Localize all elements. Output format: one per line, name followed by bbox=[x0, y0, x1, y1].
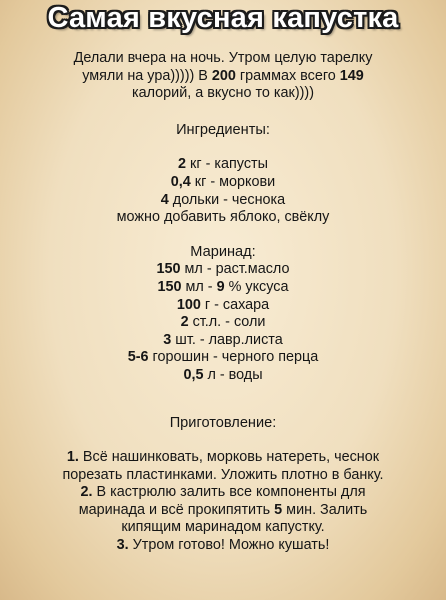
marinade-item bbox=[0, 367, 446, 385]
marinade-qty: 3 bbox=[163, 331, 172, 348]
intro-line-3: калорий, а вкусно то как)))) bbox=[131, 85, 315, 102]
marinade-qty: 2 bbox=[180, 314, 189, 331]
intro-text: умяли на ура))))) В bbox=[82, 67, 212, 84]
marinade-item bbox=[0, 314, 446, 332]
marinade-item bbox=[0, 279, 446, 297]
ingredient-item bbox=[0, 192, 446, 210]
step-text: Всё нашинковать, морковь натереть, чеснок bbox=[78, 449, 380, 466]
marinade-qty: 5-6 bbox=[127, 349, 149, 366]
marinade-list bbox=[0, 261, 446, 384]
step-number: 1. bbox=[66, 449, 79, 466]
step-text: кипящим маринадом капустку. bbox=[121, 519, 325, 536]
ingredient-qty: 2 bbox=[178, 156, 187, 173]
step-line bbox=[0, 519, 446, 537]
marinade-qty: 0,5 bbox=[183, 366, 204, 383]
marinade-text: мл - раст.масло bbox=[180, 261, 290, 278]
ingredient-item bbox=[0, 209, 446, 227]
ingredient-text: дольки - чеснока bbox=[168, 191, 286, 208]
ingredient-text: можно добавить яблоко, свёклу bbox=[116, 209, 330, 226]
step-text: маринада и всё прокипятить bbox=[78, 501, 275, 518]
ingredient-item bbox=[0, 174, 446, 192]
steps-heading: Приготовление: bbox=[169, 414, 277, 431]
marinade-text: шт. - лавр.листа bbox=[171, 331, 283, 348]
step-line bbox=[0, 449, 446, 467]
ingredient-item bbox=[0, 156, 446, 174]
marinade-text: л - воды bbox=[203, 366, 263, 383]
marinade-text: ст.л. - соли bbox=[188, 314, 266, 331]
marinade-qty: 100 bbox=[176, 296, 201, 313]
step-number: 3. bbox=[116, 537, 129, 554]
ingredients-heading: Ингредиенты: bbox=[176, 121, 270, 138]
recipe-title: Самая вкусная капустка bbox=[47, 2, 399, 34]
marinade-qty: 150 bbox=[157, 278, 182, 295]
marinade-text: г - сахара bbox=[200, 296, 270, 313]
step-line bbox=[0, 502, 446, 520]
steps-list bbox=[0, 449, 446, 555]
step-text: В кастрюлю залить все компоненты для bbox=[92, 484, 366, 501]
marinade-qty: 150 bbox=[156, 261, 181, 278]
marinade-text: горошин - черного перца bbox=[148, 349, 319, 366]
intro-line-1: Делали вчера на ночь. Утром целую тарелку bbox=[73, 50, 373, 66]
step-number: 2. bbox=[80, 484, 93, 501]
step-text: мин. Залить bbox=[282, 501, 368, 518]
ingredients-list bbox=[0, 156, 446, 226]
step-text: порезать пластинками. Уложить плотно в банку. bbox=[62, 466, 384, 483]
marinade-item bbox=[0, 297, 446, 315]
ingredient-qty: 0,4 bbox=[170, 173, 191, 190]
intro-grams: 200 bbox=[211, 67, 236, 84]
ingredient-text: кг - моркови bbox=[190, 173, 276, 190]
marinade-item bbox=[0, 349, 446, 367]
step-line bbox=[0, 537, 446, 555]
recipe-body bbox=[0, 50, 446, 555]
step-minutes: 5 bbox=[274, 501, 283, 518]
intro-calories: 149 bbox=[339, 67, 364, 84]
step-line bbox=[0, 484, 446, 502]
marinade-heading: Маринад: bbox=[190, 243, 256, 260]
intro-line-2 bbox=[0, 68, 446, 86]
step-line bbox=[0, 467, 446, 485]
intro-text: граммах всего bbox=[235, 67, 340, 84]
marinade-text: % уксуса bbox=[224, 278, 289, 295]
ingredient-text: кг - капусты bbox=[186, 156, 268, 173]
marinade-item bbox=[0, 261, 446, 279]
marinade-item bbox=[0, 332, 446, 350]
ingredient-qty: 4 bbox=[160, 191, 169, 208]
marinade-text: мл - bbox=[181, 278, 217, 295]
step-text: Утром готово! Можно кушать! bbox=[128, 537, 330, 554]
marinade-qty: 9 bbox=[216, 278, 225, 295]
